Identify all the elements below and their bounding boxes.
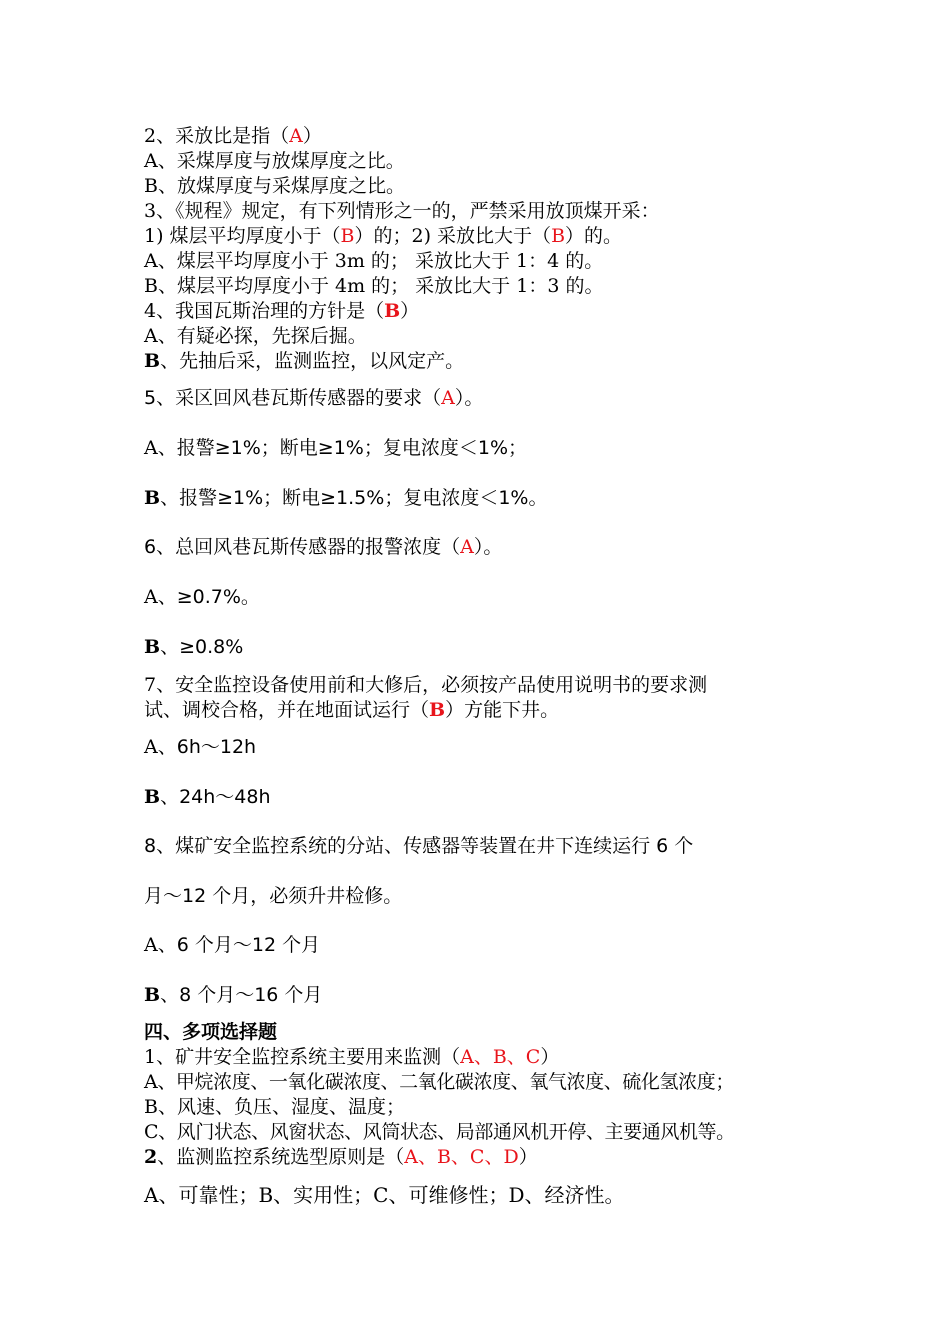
- question-2: [144, 124, 322, 148]
- option-8b: [144, 983, 322, 1007]
- question-text-end: ）方能下井。: [445, 699, 560, 721]
- question-text: 试、调校合格，并在地面试运行（: [144, 699, 430, 721]
- option-5a: [144, 436, 527, 460]
- option-text: 、24h～48h: [160, 786, 271, 808]
- question-text-end: ）。: [473, 536, 503, 558]
- option-letter: B: [144, 786, 161, 808]
- multi-option-1c: C、风门状态、风窗状态、风筒状态、局部通风机开停、主要通风机等。: [144, 1121, 735, 1143]
- answer-mark: A、B、C: [460, 1046, 541, 1068]
- answer-mark: A: [460, 536, 474, 558]
- option-text: 、6h～12h: [157, 736, 257, 758]
- question-text: 2、采放比是指（: [144, 125, 290, 147]
- option-2a: A、采煤厚度与放煤厚度之比。: [144, 150, 405, 172]
- option-5b: [144, 486, 547, 510]
- option-letter: B: [144, 487, 161, 509]
- answer-mark: B: [340, 225, 355, 247]
- question-3: 3、《规程》规定，有下列情形之一的，严禁采用放顶煤开采：: [144, 200, 660, 222]
- option-7b: [144, 785, 271, 809]
- multi-question-2: [144, 1145, 538, 1169]
- option-letter: B: [144, 984, 161, 1006]
- option-text: 、报警≥1%；断电≥1%；复电浓度＜1%；: [157, 437, 528, 459]
- option-2b: B、放煤厚度与采煤厚度之比。: [144, 175, 405, 197]
- option-text: 、≥0.8%: [160, 636, 244, 658]
- option-6a: [144, 585, 260, 609]
- question-6: [144, 535, 502, 559]
- question-text: 、监测监控系统选型原则是（: [157, 1146, 405, 1168]
- option-text: 、8 个月～16 个月: [160, 984, 323, 1006]
- option-text: 、报警≥1%；断电≥1.5%；复电浓度＜1%。: [160, 487, 548, 509]
- question-text: 、总回风巷瓦斯传感器的报警浓度（: [156, 536, 461, 558]
- option-4b: [144, 349, 464, 373]
- option-letter: A: [144, 736, 158, 758]
- option-text: 、≥0.7%。: [157, 586, 260, 608]
- question-text-end: ）。: [454, 387, 484, 409]
- answer-mark: A: [441, 387, 455, 409]
- question-number: 5: [144, 387, 157, 409]
- option-letter: A: [144, 934, 158, 956]
- option-letter: A: [144, 437, 158, 459]
- answer-mark: B: [551, 225, 566, 247]
- question-text-end: ）的。: [565, 225, 623, 247]
- multi-option-1a: A、甲烷浓度、一氧化碳浓度、二氧化碳浓度、氧气浓度、硫化氢浓度；: [144, 1071, 734, 1093]
- question-text: 1) 煤层平均厚度小于（: [144, 225, 341, 247]
- answer-mark: A: [289, 125, 303, 147]
- question-5: [144, 386, 483, 410]
- question-4: [144, 299, 419, 323]
- question-text: 1、矿井安全监控系统主要用来监测（: [144, 1046, 461, 1068]
- question-text-end: ）: [540, 1046, 560, 1068]
- option-4a: A、有疑必探，先探后掘。: [144, 325, 367, 347]
- question-8-line2: 月～12 个月，必须升井检修。: [144, 885, 403, 907]
- option-letter: B: [144, 636, 161, 658]
- option-letter: B: [144, 350, 161, 372]
- option-letter: A: [144, 586, 158, 608]
- question-text-end: ）: [518, 1146, 538, 1168]
- section-heading: 四、多项选择题: [144, 1021, 278, 1043]
- question-text: 4、我国瓦斯治理的方针是（: [144, 300, 385, 322]
- multi-question-1: [144, 1045, 559, 1069]
- question-text-end: ）: [302, 125, 322, 147]
- question-7-line2: [144, 698, 559, 722]
- question-7-line1: 7、安全监控设备使用前和大修后，必须按产品使用说明书的要求测: [144, 674, 708, 696]
- answer-mark: B: [429, 699, 446, 721]
- answer-mark: A、B、C、D: [404, 1146, 519, 1168]
- option-text: 、6 个月～12 个月: [157, 934, 321, 956]
- multi-option-2: A、可靠性；B、实用性；C、可维修性；D、经济性。: [144, 1183, 625, 1207]
- question-3-conditions: [144, 224, 622, 248]
- option-text: 、先抽后采，监测监控，以风定产。: [160, 350, 465, 372]
- question-text: 、采区回风巷瓦斯传感器的要求（: [156, 387, 442, 409]
- question-number: 2: [144, 1146, 158, 1168]
- option-6b: [144, 635, 243, 659]
- question-number: 6: [144, 536, 157, 558]
- question-8-line1: 8、煤矿安全监控系统的分站、传感器等装置在井下连续运行 6 个: [144, 835, 694, 857]
- question-text-end: ）: [400, 300, 420, 322]
- question-text: ）的；2) 采放比大于（: [354, 225, 552, 247]
- multi-option-1b: B、风速、负压、湿度、温度；: [144, 1096, 405, 1118]
- option-8a: [144, 933, 320, 957]
- answer-mark: B: [384, 300, 401, 322]
- option-7a: [144, 735, 256, 759]
- option-3b: B、煤层平均厚度小于 4m 的； 采放比大于 1：3 的。: [144, 275, 604, 297]
- option-3a: A、煤层平均厚度小于 3m 的； 采放比大于 1：4 的。: [144, 250, 604, 272]
